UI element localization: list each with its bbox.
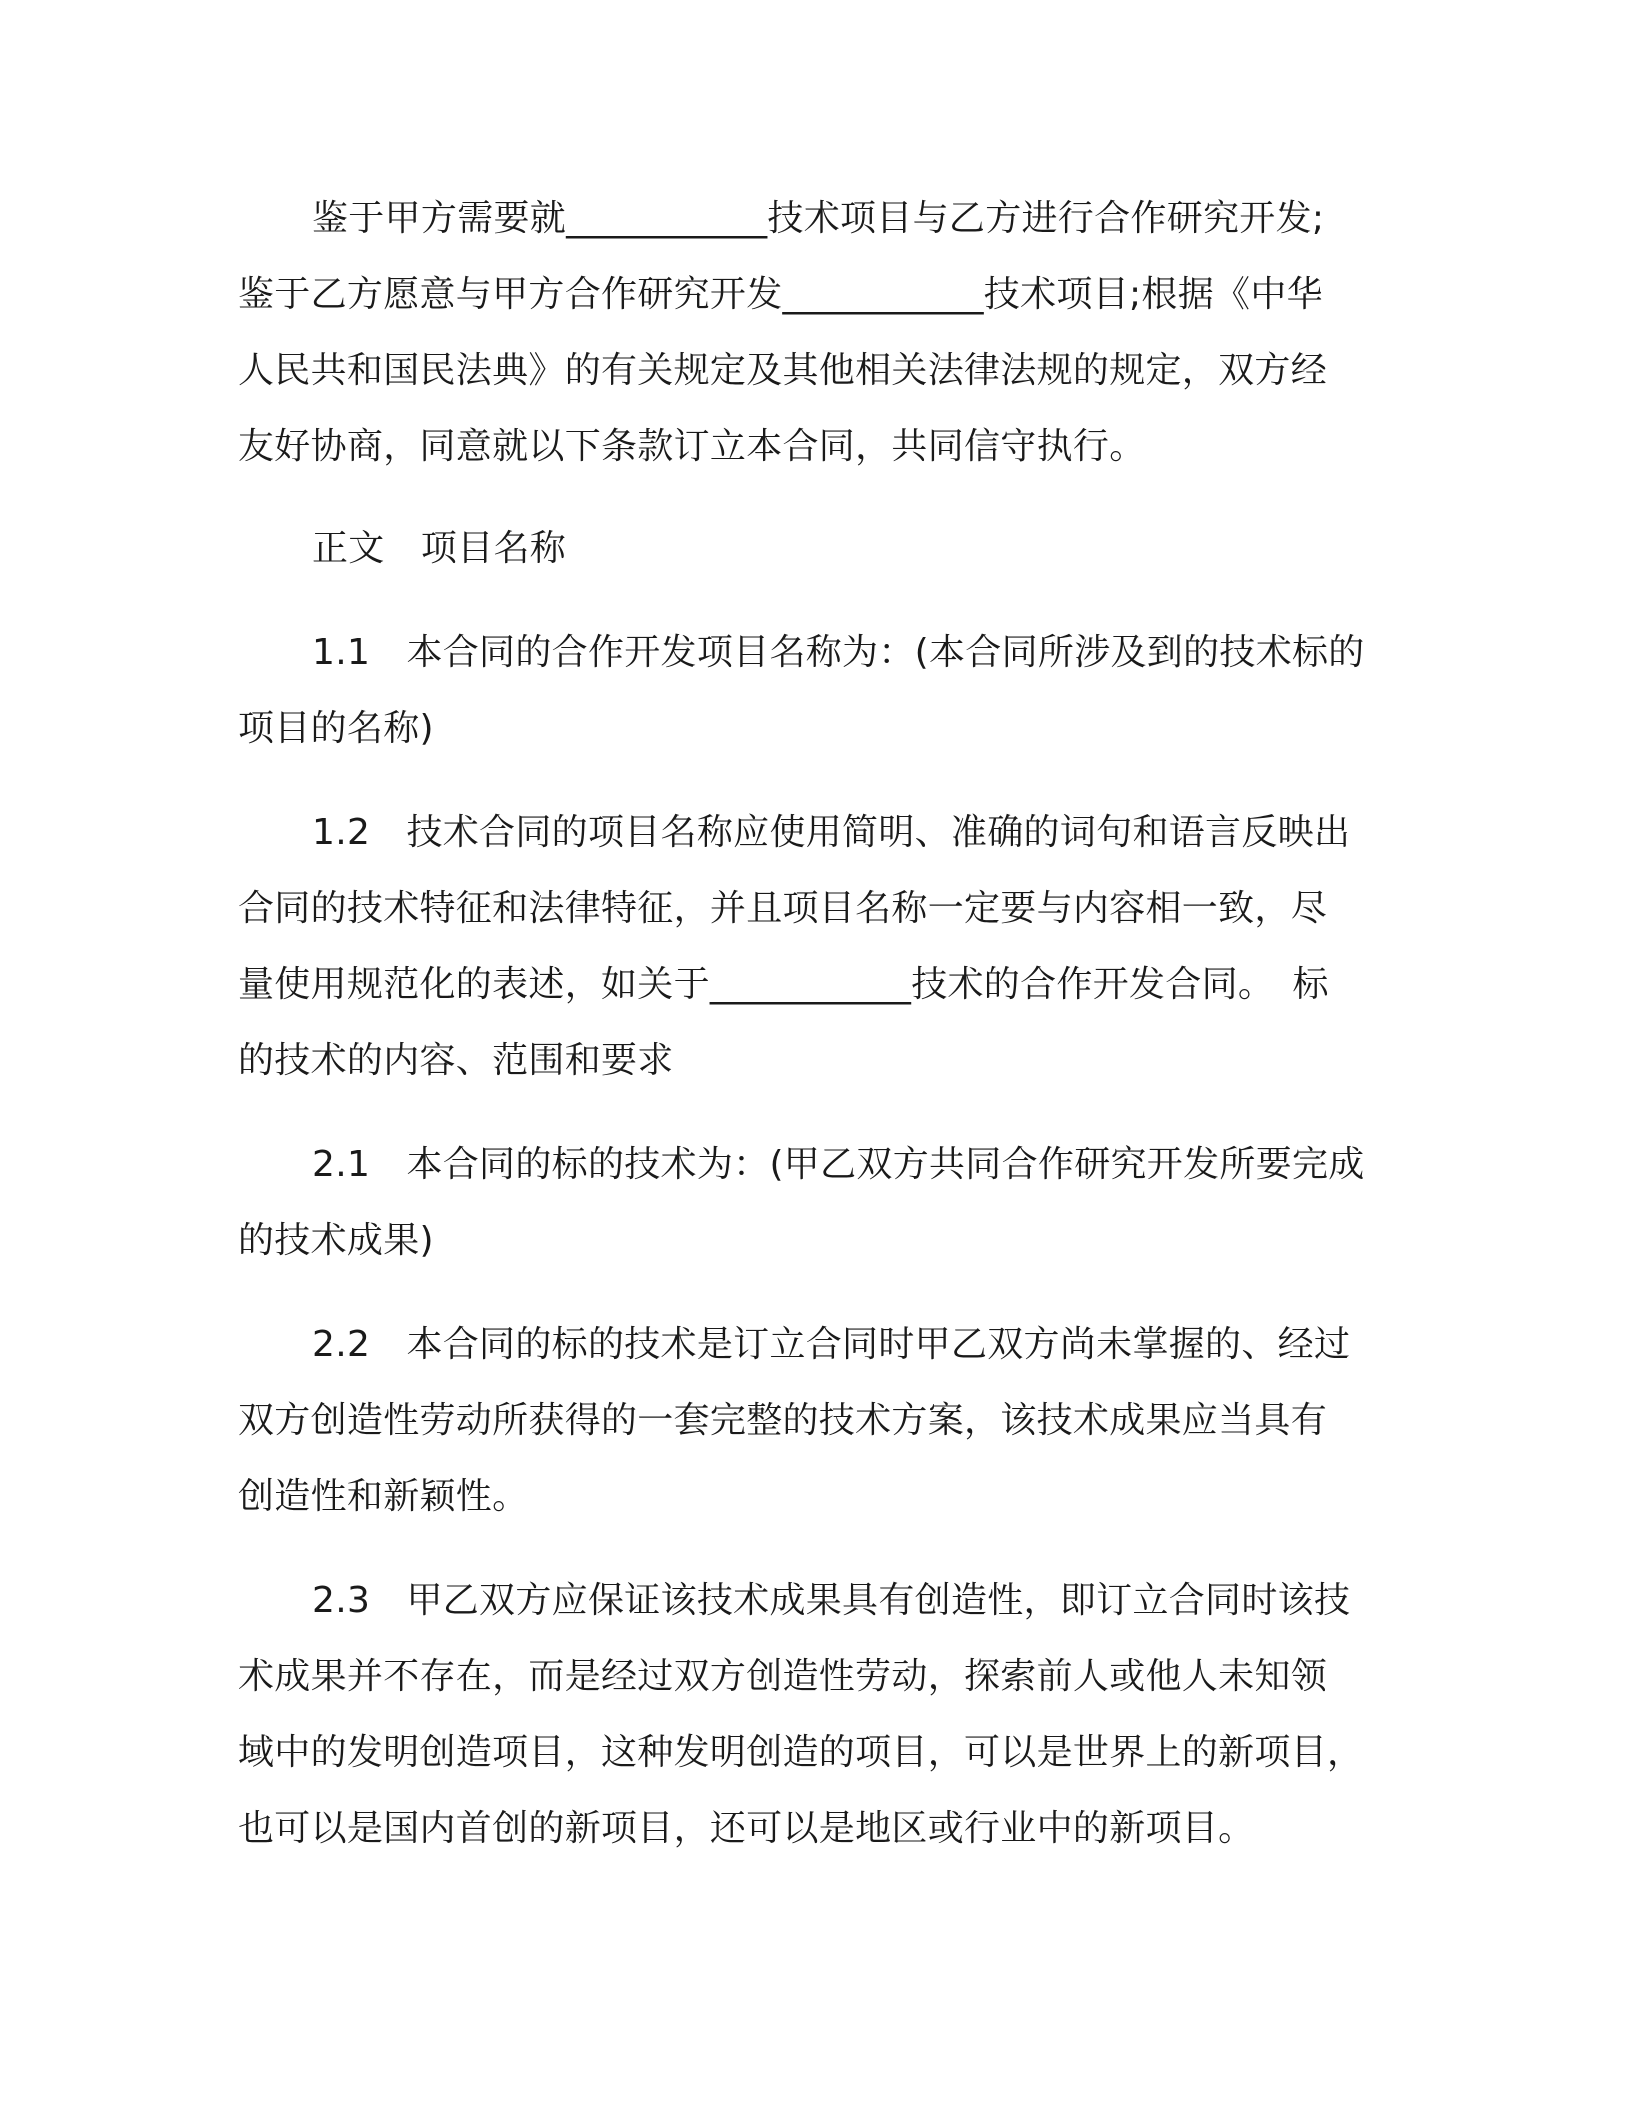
preamble-line-4: 友好协商，同意就以下条款订立本合同，共同信守执行。 <box>238 426 1146 467</box>
clause-line: 2.3 甲乙双方应保证该技术成果具有创造性，即订立合同时该技 <box>312 1580 1351 1621</box>
clause-line: 2.2 本合同的标的技术是订立合同时甲乙双方尚未掌握的、经过 <box>312 1324 1351 1365</box>
clause-line: 1.1 本合同的合作开发项目名称为：(本合同所涉及到的技术标的 <box>312 632 1365 673</box>
section-heading: 正文 项目名称 <box>312 528 567 569</box>
clause-line: 也可以是国内首创的新项目，还可以是地区或行业中的新项目。 <box>238 1808 1255 1849</box>
clause-line: 量使用规范化的表述，如关于___________技术的合作开发合同。 标 <box>238 964 1329 1005</box>
clause-line: 域中的发明创造项目，这种发明创造的项目，可以是世界上的新项目， <box>238 1732 1364 1773</box>
clause-line: 2.1 本合同的标的技术为：(甲乙双方共同合作研究开发所要完成 <box>312 1144 1365 1185</box>
clause-line: 双方创造性劳动所获得的一套完整的技术方案，该技术成果应当具有 <box>238 1400 1328 1441</box>
clause-line: 合同的技术特征和法律特征，并且项目名称一定要与内容相一致，尽 <box>238 888 1328 929</box>
clause-line: 项目的名称) <box>238 708 434 749</box>
preamble-line-3: 人民共和国民法典》的有关规定及其他相关法律法规的规定，双方经 <box>238 350 1328 391</box>
preamble-line-1: 鉴于甲方需要就___________技术项目与乙方进行合作研究开发; <box>312 198 1325 239</box>
clause-line: 1.2 技术合同的项目名称应使用简明、准确的词句和语言反映出 <box>312 812 1351 853</box>
clause-line: 的技术成果) <box>238 1220 434 1261</box>
clause-line: 的技术的内容、范围和要求 <box>238 1040 674 1081</box>
preamble-line-2: 鉴于乙方愿意与甲方合作研究开发___________技术项目;根据《中华 <box>238 274 1323 315</box>
clause-line: 术成果并不存在，而是经过双方创造性劳动，探索前人或他人未知领 <box>238 1656 1328 1697</box>
clause-line: 创造性和新颖性。 <box>238 1476 529 1517</box>
